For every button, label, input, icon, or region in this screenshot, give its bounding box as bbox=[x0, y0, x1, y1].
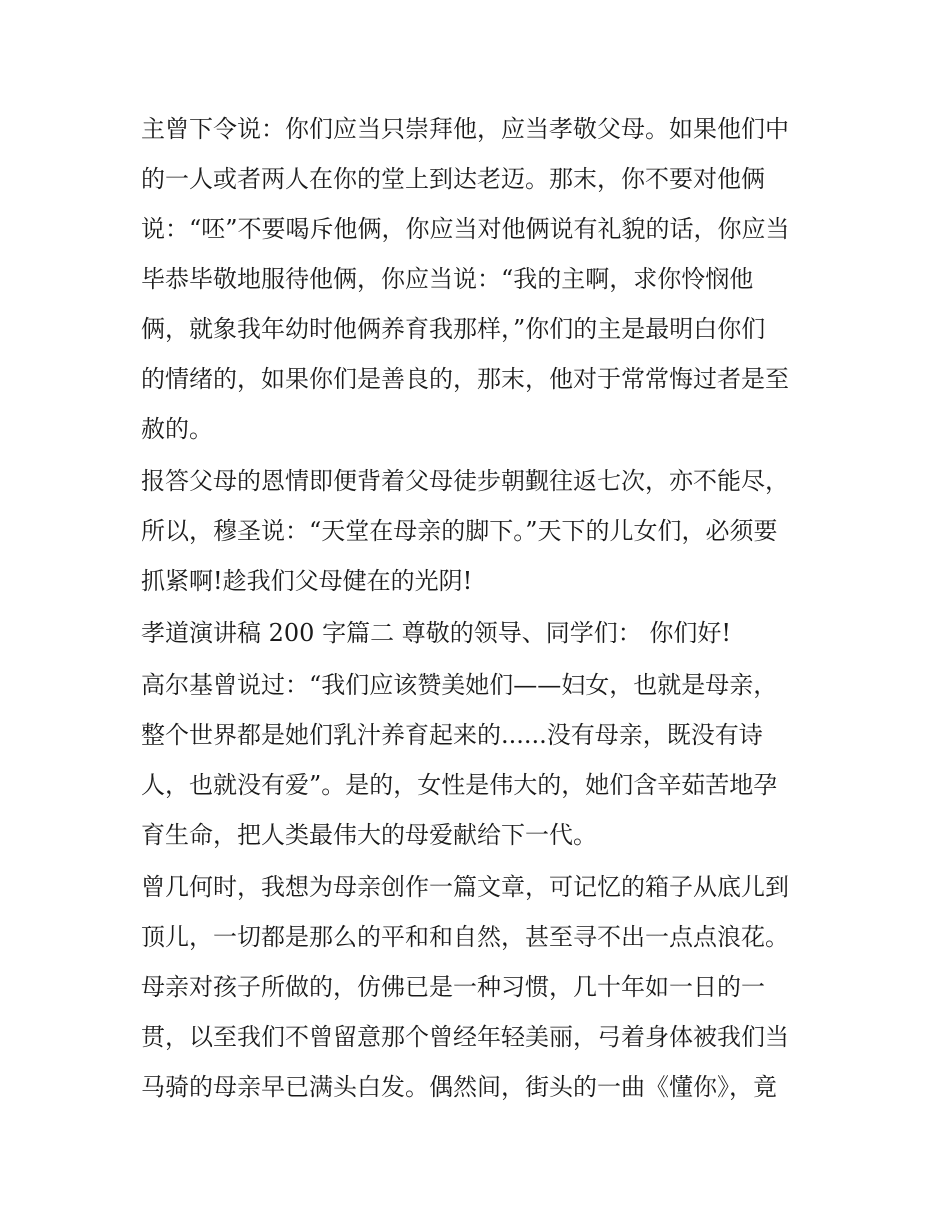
text-line-7: 赦的。 bbox=[141, 415, 213, 443]
text-line-15: 育生命，把人类最伟大的母爱献给下一代。 bbox=[141, 821, 597, 849]
text-line-4: 毕恭毕敬地服待他俩，你应当说：“我的主啊，求你怜悯他 bbox=[141, 265, 754, 293]
text-line-8: 报答父母的恩情即便背着父母徒步朝觐往返七次，亦不能尽， bbox=[141, 467, 789, 495]
text-line-2: 的一人或者两人在你的堂上到达老迈。那末，你不要对他俩 bbox=[141, 165, 765, 193]
text-line-1: 主曾下令说：你们应当只崇拜他，应当孝敬父母。如果他们中 bbox=[141, 115, 789, 143]
text-line-19: 贯，以至我们不曾留意那个曾经年轻美丽，弓着身体被我们当 bbox=[141, 1023, 789, 1051]
text-line-12: 高尔基曾说过：“我们应该赞美她们——妇女，也就是母亲， bbox=[141, 671, 778, 699]
text-line-14: 人，也就没有爱”。是的，女性是伟大的，她们含辛茹苦地孕 bbox=[141, 771, 778, 799]
section-heading-line: 孝道演讲稿 200 字篇二 尊敬的领导、同学们： 你们好! bbox=[141, 619, 731, 647]
text-line-13: 整个世界都是她们乳汁养育起来的......没有母亲，既没有诗 bbox=[141, 721, 763, 749]
text-line-18: 母亲对孩子所做的，仿佛已是一种习惯，几十年如一日的一 bbox=[141, 973, 765, 1001]
text-line-10: 抓紧啊!趁我们父母健在的光阴! bbox=[141, 567, 473, 595]
text-line-5: 俩，就象我年幼时他俩养育我那样，”你们的主是最明白你们 bbox=[141, 315, 766, 343]
text-line-17: 顶儿，一切都是那么的平和和自然，甚至寻不出一点点浪花。 bbox=[141, 923, 789, 951]
text-line-3: 说：“呸”不要喝斥他俩，你应当对他俩说有礼貌的话，你应当 bbox=[141, 215, 790, 243]
text-line-6: 的情绪的，如果你们是善良的，那末，他对于常常悔过者是至 bbox=[141, 365, 789, 393]
text-line-20: 马骑的母亲早已满头白发。偶然间，街头的一曲《懂你》，竟 bbox=[141, 1073, 777, 1101]
text-line-9: 所以，穆圣说：“天堂在母亲的脚下。”天下的儿女们，必须要 bbox=[141, 517, 778, 545]
text-line-16: 曾几何时，我想为母亲创作一篇文章，可记忆的箱子从底儿到 bbox=[141, 873, 789, 901]
